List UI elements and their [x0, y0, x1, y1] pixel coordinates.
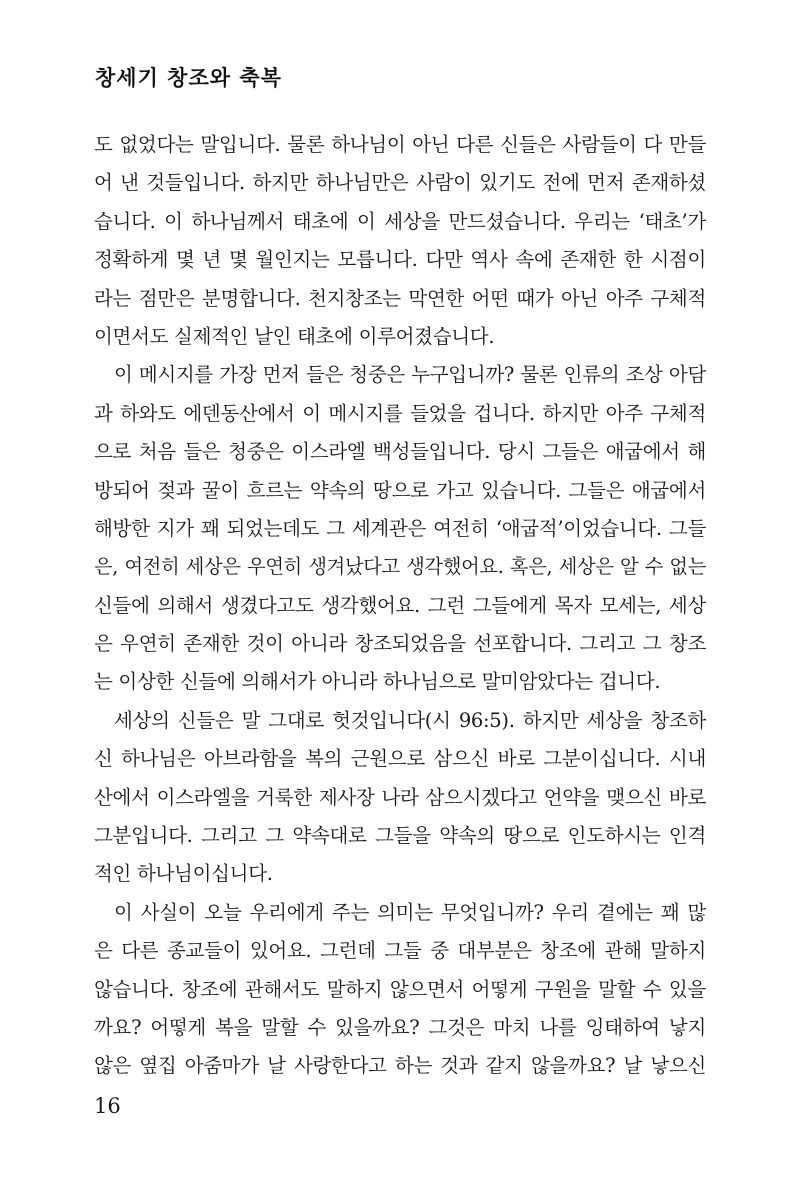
text-line: 과 하와도 에덴동산에서 이 메시지를 들었을 겁니다. 하지만 아주 구체적: [94, 401, 706, 425]
text-line: 은 다른 종교들이 있어요. 그런데 그들 중 대부분은 창조에 관해 말하지: [94, 939, 706, 963]
text-line: 이 사실이 오늘 우리에게 주는 의미는 무엇입니까? 우리 곁에는 꽤 많: [114, 900, 706, 924]
text-line: 도 없었다는 말입니다. 물론 하나님이 아닌 다른 신들은 사람들이 다 만들: [94, 133, 706, 156]
text-line: 신들에 의해서 생겼다고도 생각했어요. 그런 그들에게 목자 모세는, 세상: [94, 593, 706, 617]
text-line: 정확하게 몇 년 몇 월인지는 모릅니다. 다만 역사 속에 존재한 한 시점이: [94, 248, 706, 272]
text-line: 산에서 이스라엘을 거룩한 제사장 나라 삼으시겠다고 언약을 맺으신 바로: [94, 785, 706, 809]
running-head: 창세기 창조와 축복: [95, 66, 282, 90]
text-line: 그분입니다. 그리고 그 약속대로 그들을 약속의 땅으로 인도하시는 인격: [94, 824, 706, 848]
text-line: 어 낸 것들입니다. 하지만 하나님만은 사람이 있기도 전에 먼저 존재하셨: [94, 171, 706, 195]
text-line: 적인 하나님이십니다.: [94, 862, 273, 886]
body-text: [94, 126, 706, 1086]
text-line: 까요? 어떻게 복을 말할 수 있을까요? 그것은 마치 나를 잉태하여 낳지: [94, 1015, 706, 1039]
text-line: 은, 여전히 세상은 우연히 생겨났다고 생각했어요. 혹은, 세상은 알 수 없는: [94, 555, 706, 579]
text-line: 않은 옆집 아줌마가 날 사랑한다고 하는 것과 같지 않을까요? 날 낳으신: [94, 1054, 706, 1078]
page-number: 16: [94, 1094, 121, 1118]
text-line: 습니다. 이 하나님께서 태초에 이 세상을 만드셨습니다. 우리는 ‘태초’가: [94, 209, 706, 233]
text-line: 해방한 지가 꽤 되었는데도 그 세계관은 여전히 ‘애굽적’이었습니다. 그들: [94, 516, 706, 540]
text-line: 이 메시지를 가장 먼저 들은 청중은 누구입니까? 물론 인류의 조상 아담: [114, 363, 706, 387]
text-line: 세상의 신들은 말 그대로 헛것입니다(시 96:5). 하지만 세상을 창조하: [114, 708, 706, 732]
text-line: 은 우연히 존재한 것이 아니라 창조되었음을 선포합니다. 그리고 그 창조: [94, 632, 706, 656]
text-line: 으로 처음 들은 청중은 이스라엘 백성들입니다. 당시 그들은 애굽에서 해: [94, 440, 706, 464]
text-line: 이면서도 실제적인 날인 태초에 이루어졌습니다.: [94, 324, 495, 348]
text-line: 는 이상한 신들에 의해서가 아니라 하나님으로 말미암았다는 겁니다.: [94, 670, 661, 694]
text-line: 신 하나님은 아브라함을 복의 근원으로 삼으신 바로 그분이십니다. 시내: [94, 747, 706, 771]
text-line: 않습니다. 창조에 관해서도 말하지 않으면서 어떻게 구원을 말할 수 있을: [94, 977, 706, 1001]
text-line: 방되어 젖과 꿀이 흐르는 약속의 땅으로 가고 있습니다. 그들은 애굽에서: [94, 478, 706, 502]
text-line: 라는 점만은 분명합니다. 천지창조는 막연한 어떤 때가 아닌 아주 구체적: [94, 286, 706, 310]
